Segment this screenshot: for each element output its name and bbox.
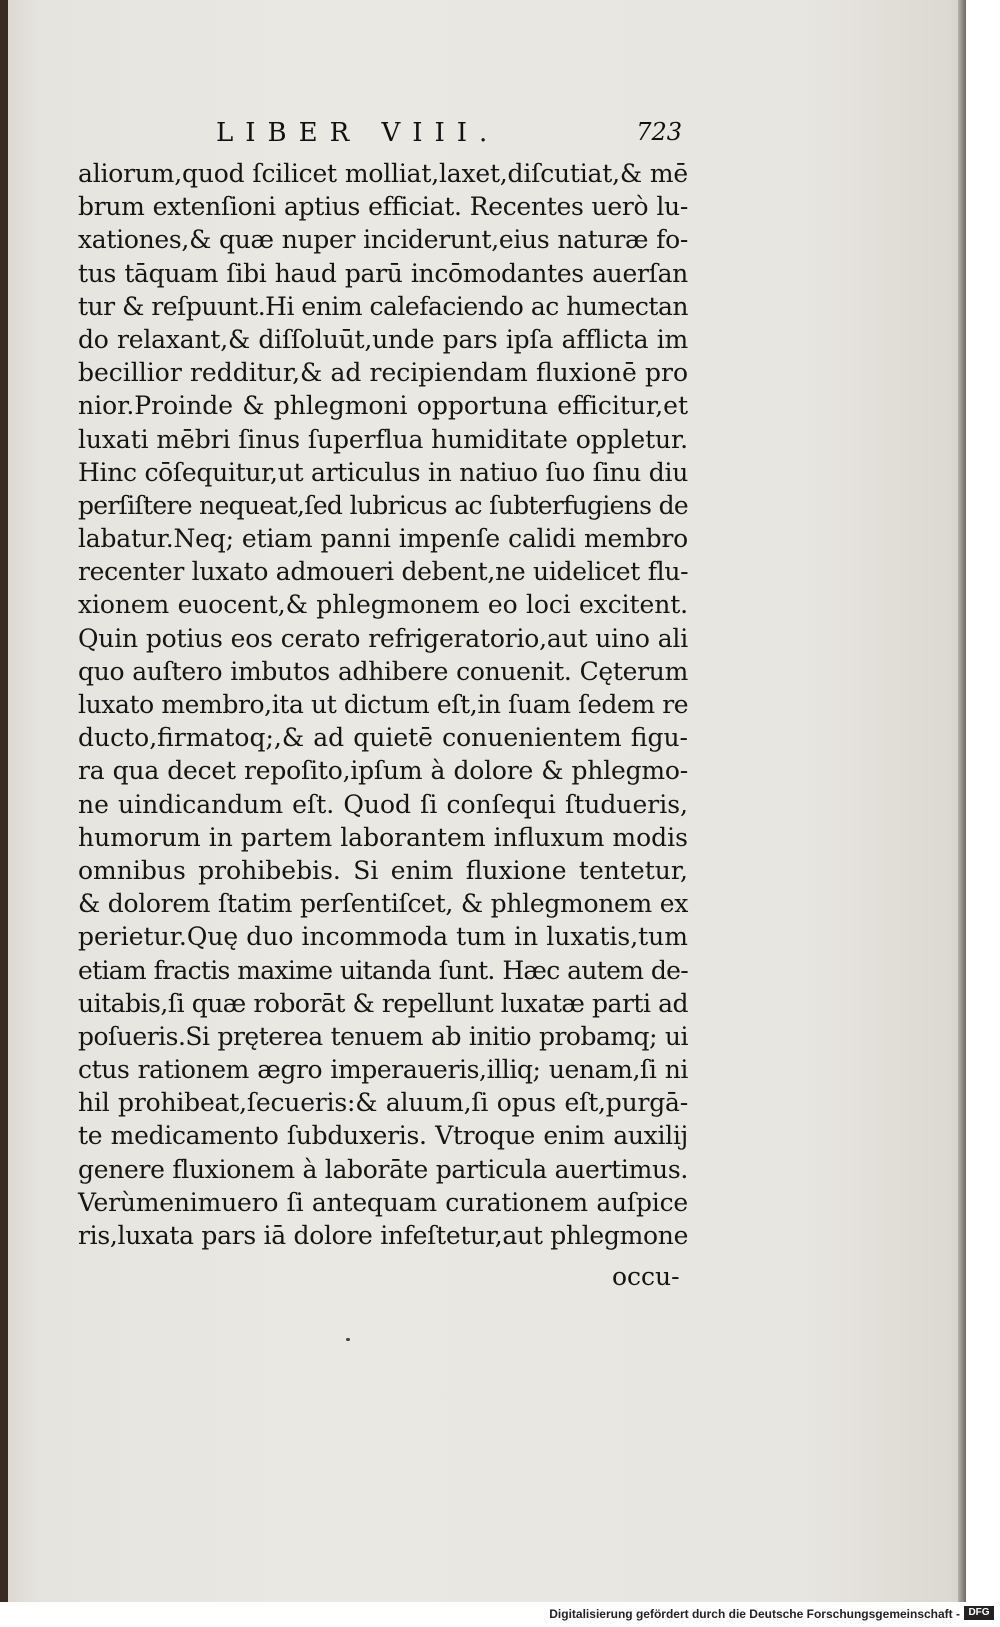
text-line: tus tāquam ſibi haud parū incōmodantes auerſan <box>78 258 688 288</box>
text-line: te medicamento ſubduxeris. Vtroque enim auxilij <box>78 1121 688 1151</box>
text-line: uitabis,ſi quæ roborāt & repellunt luxatæ parti ad <box>78 988 688 1018</box>
text-line: labatur.Neq; etiam panni impenſe calidi membro <box>78 524 688 554</box>
text-line: quo auſtero imbutos adhibere conuenit. Cęterum <box>78 656 688 686</box>
text-line: xionem euocent,& phlegmonem eo loci excitent. <box>78 590 688 620</box>
text-line: perſiſtere nequeat,ſed lubricus ac ſubterfugiens de <box>78 490 688 520</box>
text-line: ducto,firmatoq;,& ad quietē conuenientem figu- <box>78 723 688 753</box>
text-line: ra qua decet repoſito,ipſum à dolore & phlegmo- <box>78 756 688 786</box>
text-line: genere fluxionem à laborāte particula auertimus. <box>78 1154 688 1184</box>
text-line: poſueris.Si pręterea tenuem ab initio probamq; ui <box>78 1021 688 1051</box>
text-line: hil prohibeat,ſecueris:& aluum,ſi opus eſt,purgā- <box>78 1088 688 1118</box>
text-line: recenter luxato admoueri debent,ne uidelicet flu- <box>78 557 689 587</box>
text-line: nior.Proinde & phlegmoni opportuna efficitur,et <box>78 391 688 421</box>
funding-credit: Digitalisierung gefördert durch die Deutsche Forschungsgemeinschaft - <box>549 1607 960 1621</box>
catchword: occu- <box>612 1262 680 1291</box>
text-line: Hinc cōſequitur,ut articulus in natiuo ſuo ſinu diu <box>78 457 688 487</box>
footer-bar <box>0 1602 1000 1627</box>
text-line: omnibus prohibebis. Si enim fluxione tentetur, <box>78 855 688 885</box>
text-line: aliorum,quod ſcilicet molliat,laxet,diſcutiat,& mē <box>78 159 688 188</box>
text-line: Verùmenimuero ſi antequam curationem auſpice <box>78 1187 688 1217</box>
text-line: etiam fractis maxime uitanda ſunt. Hæc autem de- <box>78 955 688 985</box>
text-line: & dolorem ſtatim perſentiſcet, & phlegmonem ex <box>78 889 688 919</box>
text-line: humorum in partem laborantem influxum modis <box>78 822 688 852</box>
text-line: ctus rationem ægro imperaueris,illiq; uenam,ſi ni <box>78 1055 688 1085</box>
page-fore-edge <box>958 0 966 1602</box>
text-line: Quin potius eos cerato refrigeratorio,aut uino ali <box>78 623 688 653</box>
binding-edge <box>0 0 8 1602</box>
text-line: do relaxant,& diſſoluūt,unde pars ipſa afflicta im <box>78 324 688 354</box>
text-line: ris,luxata pars iā dolore infeſtetur,aut phlegmone <box>78 1221 689 1250</box>
text-line: tur & reſpuunt.Hi enim calefaciendo ac humectan <box>78 291 688 321</box>
text-line: perietur.Quę duo incommoda tum in luxatis,tum <box>78 922 688 952</box>
page-number: 723 <box>636 118 682 146</box>
text-line: becillior redditur,& ad recipiendam fluxionē pro <box>78 358 688 388</box>
running-head: LIBER VIII. <box>216 118 500 148</box>
text-line: luxati mēbri ſinus ſuperflua humiditate oppletur. <box>78 424 688 454</box>
text-line: luxato membro,ita ut dictum eſt,in ſuam ſedem re <box>78 690 689 719</box>
text-line: xationes,& quæ nuper inciderunt,eius naturæ fo- <box>78 225 688 255</box>
ink-speck <box>346 1338 350 1341</box>
text-line: ne uindicandum eſt. Quod ſi conſequi ſtudueris, <box>78 789 688 819</box>
body-text <box>78 157 688 1252</box>
dfg-logo: DFG <box>964 1606 994 1620</box>
page-header <box>78 118 682 152</box>
text-line: brum extenſioni aptius efficiat. Recentes uerò lu- <box>78 192 688 222</box>
